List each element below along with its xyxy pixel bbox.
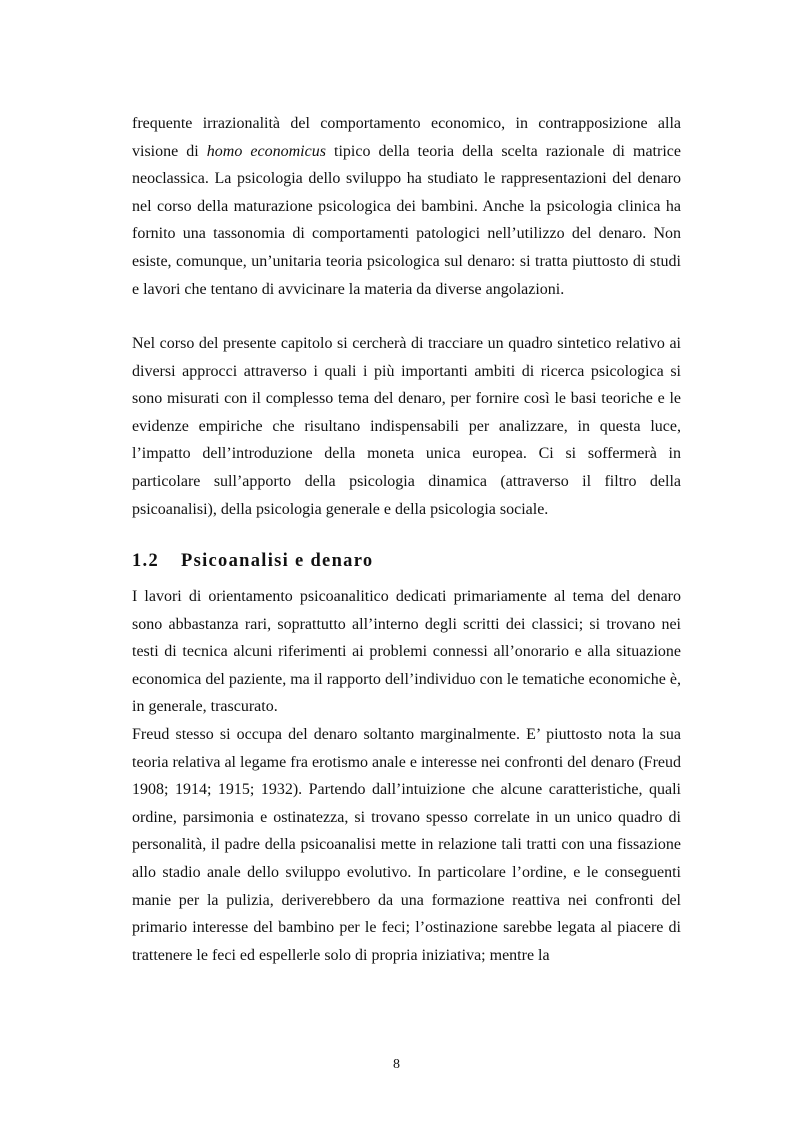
section-title: Psicoanalisi e denaro [181,551,374,571]
section-number: 1.2 [132,551,160,571]
page-number: 8 [393,1057,400,1072]
paragraph-1-italic-term: homo economicus [206,142,326,160]
paragraph-2: Nel corso del presente capitolo si cercherà di tracciare un quadro sintetico relativo ai diversi approcci attraverso i quali i più importanti ambiti di ricerca psicologica si sono misurati con il complesso tema del denaro, per fornire così le basi teoriche e le evidenze empiriche che risultano indispensabili per analizzare, in questa luce, l’impatto dell’introduzione della moneta unica europea. Ci si soffermerà in particolare sull’apporto della psicologia dinamica (attraverso il filtro della psicoanalisi), della psicologia generale e della psicologia sociale. [132,335,681,518]
paragraph-1-text-a: frequente irrazionalità del comportamento economico, in contrapposizione alla visione di [132,115,681,160]
paragraph-1-text-b: tipico della teoria della scelta razionale di matrice neoclassica. La psicologia dello sviluppo ha studiato le rappresentazioni del denaro nel corso della maturazione psicologica dei bambini. Anche la psicologia clinica ha fornito una tassonomia di comportamenti patologici nell’utilizzo del denaro. Non esiste, comunque, un’unitaria teoria psicologica sul denaro: si tratta piuttosto di studi e lavori che tentano di avvicinare la materia da diverse angolazioni. [132,142,681,298]
intro-text-block [132,110,681,303]
paragraph-3: I lavori di orientamento psicoanalitico dedicati primariamente al tema del denaro sono abbastanza rari, soprattutto all’interno degli scritti dei classici; si trovano nei testi di tecnica alcuni riferimenti ai problemi connessi all’onorario e alla situazione economica del paziente, ma il rapporto dell’individuo con le tematiche economiche è, in generale, trascurato. [132,588,681,716]
paragraph-4: Freud stesso si occupa del denaro soltanto marginalmente. E’ piuttosto nota la sua teoria relativa al legame fra erotismo anale e interesse nei confronti del denaro (Freud 1908; 1914; 1915; 1932). Partendo dall’intuizione che alcune caratteristiche, quali ordine, parsimonia e ostinatezza, si trovano spesso correlate in un unico quadro di personalità, il padre della psicoanalisi mette in relazione tali tratti con una fissazione allo stadio anale dello sviluppo evolutivo. In particolare l’ordine, e le conseguenti manie per la pulizia, deriverebbero da una formazione reattiva nei confronti del primario interesse del bambino per le feci; l’ostinazione sarebbe legata al piacere di trattenere le feci ed espellerle solo di propria iniziativa; mentre la [132,725,681,964]
paragraph-1 [132,110,681,303]
section-heading [132,551,373,572]
section-body-block [132,583,681,969]
chapter-overview-block [132,330,681,523]
